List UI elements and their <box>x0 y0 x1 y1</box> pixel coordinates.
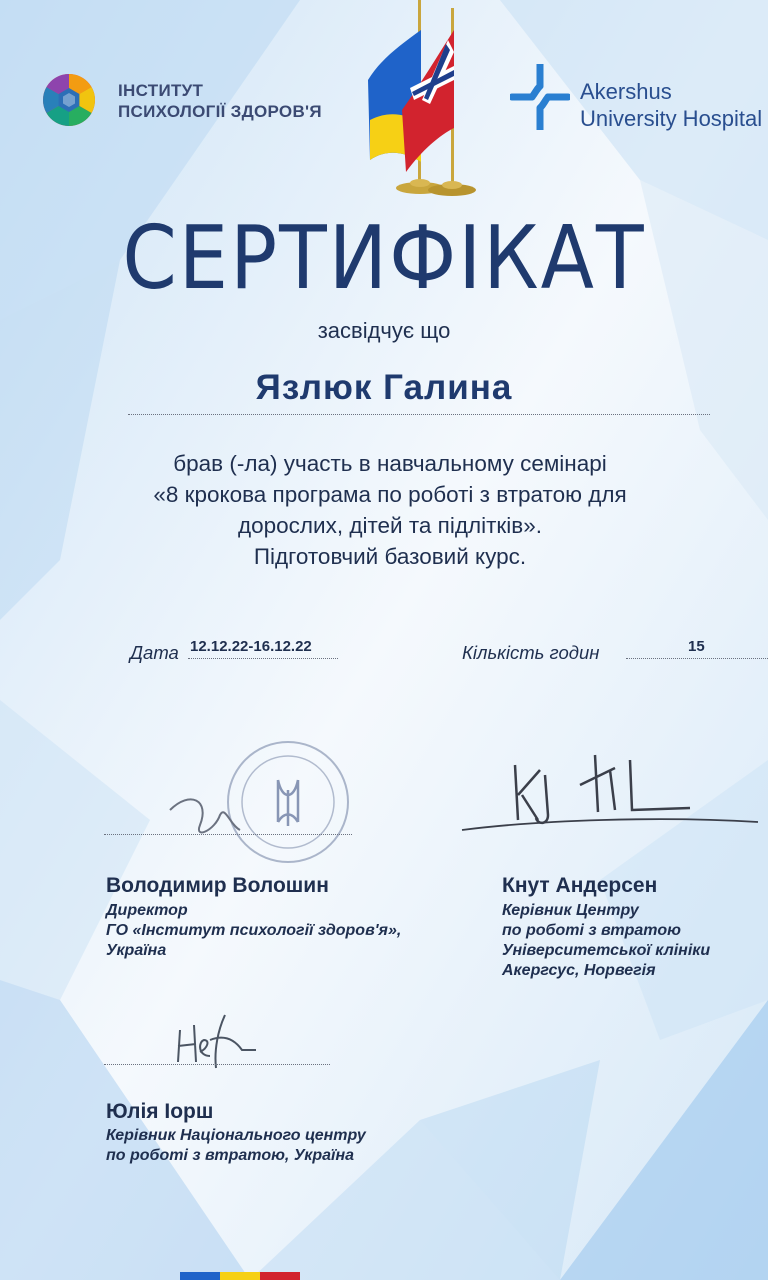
hospital-logo-line2: University Hospital <box>580 106 763 131</box>
signatory-3-role <box>106 1126 366 1166</box>
signatory-1-name: Володимир Волошин <box>106 874 329 897</box>
signature-iorsh <box>170 1010 260 1070</box>
date-label: Дата <box>130 642 179 663</box>
signatory-3-role-line2: по роботі з втратою, Україна <box>106 1147 355 1164</box>
course-description <box>80 448 700 572</box>
signatory-1-role-line3: Україна <box>106 942 167 959</box>
hours-underline <box>626 658 768 659</box>
signatory-1-role <box>106 901 401 961</box>
bottom-color-strip <box>180 1272 300 1280</box>
date-value: 12.12.22-16.12.22 <box>190 638 312 655</box>
signatory-2-role-line1: Керівник Центру <box>502 902 639 919</box>
recipient-name: Язлюк Галина <box>255 368 513 407</box>
hospital-logo-line1: Akershus <box>580 79 672 104</box>
signature-line-1 <box>104 834 352 835</box>
flower-gear-icon <box>38 70 100 130</box>
signature-andersen <box>460 750 760 840</box>
course-line-4: Підготовчий базовий курс. <box>253 544 527 569</box>
signatory-1-role-line1: Директор <box>106 902 188 919</box>
recipient-underline <box>128 414 710 415</box>
official-stamp <box>160 730 360 870</box>
signatory-2-role-line2: по роботі з втратою <box>502 922 681 939</box>
signatory-2-role-line3: Університетської клініки <box>502 942 711 959</box>
hospital-cross-icon <box>510 64 570 130</box>
signatory-1-role-line2: ГО «Інститут психології здоров'я», <box>106 922 402 939</box>
date-underline <box>188 658 338 659</box>
course-line-2: «8 крокова програма по роботі з втратою для <box>153 482 627 507</box>
institute-logo-line2: ПСИХОЛОГІЇ ЗДОРОВ'Я <box>118 102 322 121</box>
certificate-subtitle: засвідчує що <box>317 318 451 343</box>
institute-logo-line1: ІНСТИТУТ <box>118 81 204 100</box>
hospital-logo <box>510 64 768 134</box>
hours-label: Кількість годин <box>462 642 600 663</box>
signature-line-3 <box>104 1064 330 1065</box>
signatory-3-name: Юлія Іорш <box>106 1100 214 1123</box>
signatory-2-role-line4: Акергсус, Норвегія <box>502 962 656 979</box>
course-line-3: дорослих, дітей та підлітків». <box>237 513 542 538</box>
signatory-2-name: Кнут Андерсен <box>502 874 658 897</box>
hours-value: 15 <box>688 638 705 655</box>
course-line-1: брав (-ла) участь в навчальному семінарі <box>173 451 607 476</box>
institute-logo <box>38 70 338 130</box>
signatory-2-role <box>502 901 710 981</box>
ukraine-norway-flags <box>360 0 480 200</box>
certificate-title: СЕРТИФІКАТ <box>122 208 646 310</box>
signatory-3-role-line1: Керівник Національного центру <box>106 1127 366 1144</box>
